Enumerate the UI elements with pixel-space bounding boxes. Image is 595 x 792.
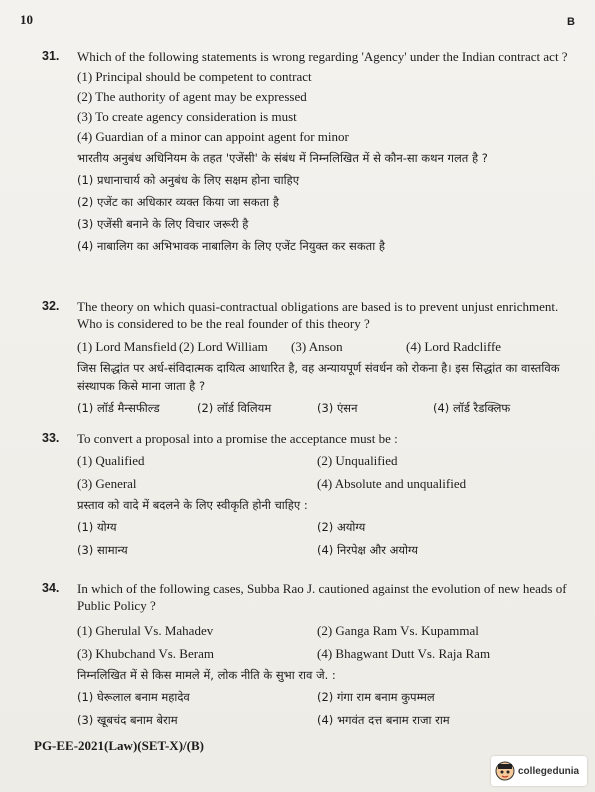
option-en-4: (4) Guardian of a minor can appoint agent for minor: [77, 129, 349, 144]
question-34: [42, 580, 577, 729]
collegedunia-watermark: [491, 756, 587, 786]
question-number: 31.: [42, 49, 60, 63]
option-hi-4: (4) लॉर्ड रैडक्लिफ: [433, 401, 511, 415]
page-number: 10: [20, 12, 33, 27]
question-text-hi: निम्नलिखित में से किस मामले में, लोक नीति के सुभा राव जे. :: [77, 668, 336, 682]
option-hi-3: (3) एंसन: [317, 401, 358, 415]
option-en-4: (4) Bhagwant Dutt Vs. Raja Ram: [317, 646, 491, 661]
option-en-4: (4) Lord Radcliffe: [406, 339, 502, 354]
option-hi-2: (2) लॉर्ड विलियम: [197, 401, 272, 415]
option-en-1: (1) Qualified: [77, 453, 145, 468]
option-hi-3: (3) खूबचंद बनाम बेराम: [77, 713, 178, 727]
option-hi-4: (4) निरपेक्ष और अयोग्य: [317, 543, 418, 557]
set-code: B: [567, 16, 575, 28]
option-hi-2: (2) गंगा राम बनाम कुपम्मल: [317, 690, 435, 704]
option-hi-4: (4) नाबालिग का अभिभावक नाबालिग के लिए एजेंट नियुक्त कर सकता है: [77, 239, 385, 253]
option-hi-1: (1) घेरूलाल बनाम महादेव: [77, 690, 190, 704]
option-hi-3: (3) एजेंसी बनाने के लिए विचार जरूरी है: [77, 217, 249, 231]
question-text-en: Which of the following statements is wrong regarding 'Agency' under the Indian contract act ?: [77, 49, 568, 64]
watermark-brand: collegedunia: [518, 765, 580, 777]
question-31: [42, 48, 577, 255]
question-text-en: In which of the following cases, Subba Rao J. cautioned against the evolution of new heads of Public Policy ?: [77, 581, 567, 613]
option-en-1: (1) Principal should be competent to contract: [77, 69, 312, 84]
option-en-3: (3) Anson: [291, 339, 343, 354]
question-text-hi: भारतीय अनुबंध अधिनियम के तहत 'एजेंसी' के संबंध में निम्नलिखित में से कौन-सा कथन गलत है ?: [77, 151, 488, 165]
collegedunia-logo-icon: [495, 761, 515, 781]
option-en-3: (3) To create agency consideration is must: [77, 109, 297, 124]
question-text-en: The theory on which quasi-contractual obligations are based is to prevent unjust enrichment. Who is considered to be the real founder of this theory ?: [77, 299, 559, 331]
option-en-2: (2) The authority of agent may be expressed: [77, 89, 307, 104]
option-en-1: (1) Gherulal Vs. Mahadev: [77, 623, 214, 638]
question-33: [42, 430, 577, 559]
option-en-3: (3) General: [77, 476, 137, 491]
option-hi-2: (2) एजेंट का अधिकार व्यक्त किया जा सकता है: [77, 195, 279, 209]
option-hi-1: (1) लॉर्ड मैन्सफील्ड: [77, 401, 160, 415]
option-en-2: (2) Ganga Ram Vs. Kupammal: [317, 623, 479, 638]
footer-code: PG-EE-2021(Law)(SET-X)/(B): [34, 738, 204, 753]
question-number: 32.: [42, 299, 60, 313]
question-number: 34.: [42, 581, 60, 595]
option-en-2: (2) Unqualified: [317, 453, 398, 468]
question-32: [42, 298, 577, 417]
option-en-3: (3) Khubchand Vs. Beram: [77, 646, 214, 661]
option-en-2: (2) Lord William: [179, 339, 268, 354]
option-hi-1: (1) योग्य: [77, 520, 117, 534]
question-text-hi: प्रस्ताव को वादे में बदलने के लिए स्वीकृति होनी चाहिए :: [77, 498, 308, 512]
option-hi-1: (1) प्रधानाचार्य को अनुबंध के लिए सक्षम होना चाहिए: [77, 173, 300, 187]
option-en-4: (4) Absolute and unqualified: [317, 476, 467, 491]
question-number: 33.: [42, 431, 60, 445]
question-text-hi: जिस सिद्धांत पर अर्ध-संविदात्मक दायित्व आधारित है, वह अन्यायपूर्ण संवर्धन को रोकना है। इस सिद्धांत का वास्तविक संस्थापक किसे माना जाता है ?: [77, 361, 560, 393]
option-hi-4: (4) भगवंत दत्त बनाम राजा राम: [317, 713, 450, 727]
option-en-1: (1) Lord Mansfield: [77, 339, 177, 354]
option-hi-2: (2) अयोग्य: [317, 520, 366, 534]
question-text-en: To convert a proposal into a promise the acceptance must be :: [77, 431, 398, 446]
option-hi-3: (3) सामान्य: [77, 543, 128, 557]
